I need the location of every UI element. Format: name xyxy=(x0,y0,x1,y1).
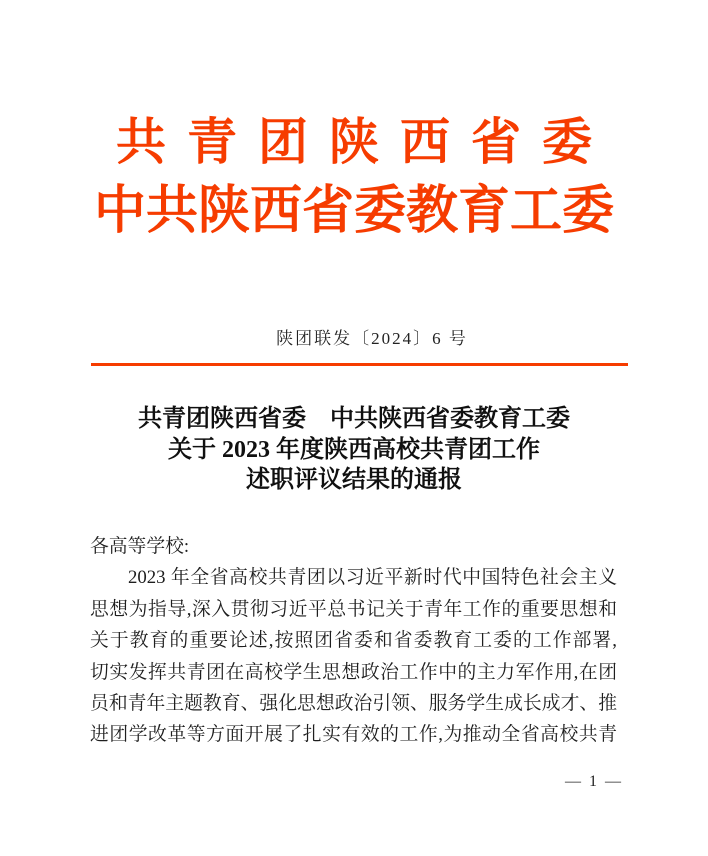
document-title-line-2: 关于 2023 年度陕西高校共青团工作 xyxy=(168,436,540,463)
body-line: 思想为指导,深入贯彻习近平总书记关于青年工作的重要思想和 xyxy=(90,598,617,620)
body-line: 进团学改革等方面开展了扎实有效的工作,为推动全省高校共青 xyxy=(90,724,617,746)
body-line: 切实发挥共青团在高校学生思想政治工作中的主力军作用,在团 xyxy=(90,661,617,683)
document-title-line-1: 共青团陕西省委 中共陕西省委教育工委 xyxy=(138,406,570,432)
body-line: 关于教育的重要论述,按照团省委和省委教育工委的工作部署, xyxy=(90,630,617,652)
salutation: 各高等学校: xyxy=(90,536,190,557)
document-title xyxy=(0,404,708,496)
letterhead-org-name-1: 共青团陕西省委 xyxy=(116,114,613,170)
body-line: 员和青年主题教育、强化思想政治引领、服务学生成长成才、推 xyxy=(90,693,617,715)
document-body xyxy=(90,531,617,751)
doc-number: 陕团联发〔2024〕6 号 xyxy=(276,329,468,348)
red-separator-line xyxy=(91,363,628,366)
page-number: — 1 — xyxy=(565,773,623,790)
letterhead-org-name-2: 中共陕西省委教育工委 xyxy=(93,183,614,240)
document-title-line-3: 述职评议结果的通报 xyxy=(246,467,462,493)
body-line: 2023 年全省高校共青团以习近平新时代中国特色社会主义 xyxy=(128,567,617,589)
